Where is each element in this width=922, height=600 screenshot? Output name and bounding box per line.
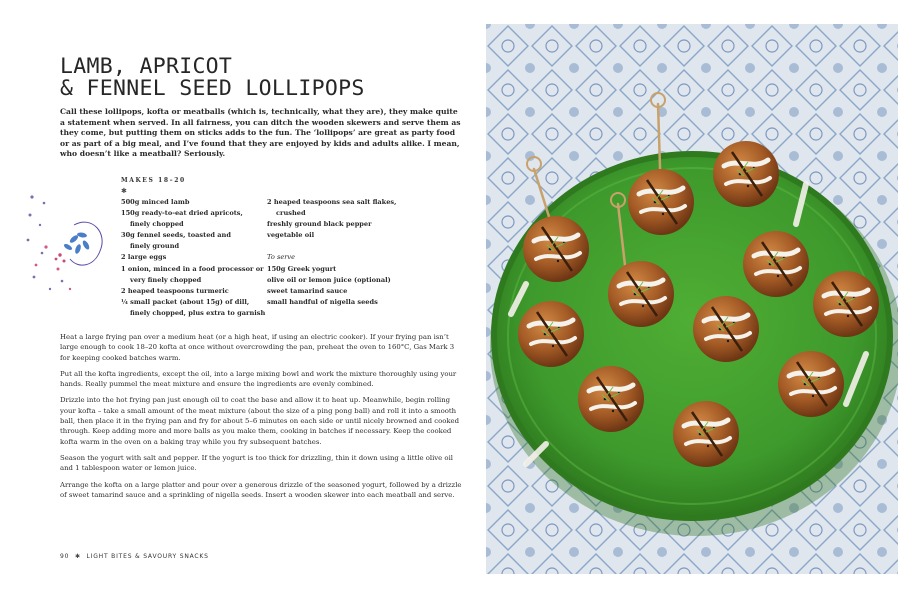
recipe-title bbox=[60, 56, 460, 100]
ingredients-list-primary bbox=[121, 197, 271, 319]
flower-illustration-icon bbox=[22, 185, 112, 300]
ingredient-line: very finely chopped bbox=[130, 275, 202, 284]
serve-item: sweet tamarind sauce bbox=[267, 286, 348, 295]
star-separator-icon: ✱ bbox=[74, 553, 81, 560]
method-paragraph: Arrange the kofta on a large platter and pour over a generous drizzle of the seasoned yogurt, followed by a drizzle of sweet tamarind sauce and a sprinkling of nigella seeds. Insert a wooden skewer into each meatball and serve. bbox=[60, 480, 462, 499]
serve-heading: To serve bbox=[267, 253, 296, 262]
recipe-photo bbox=[486, 24, 898, 574]
ingredient-spacer bbox=[267, 241, 457, 252]
ingredient-line: 30g fennel seeds, toasted and bbox=[121, 231, 231, 240]
section-name: LIGHT BITES & SAVOURY SNACKS bbox=[86, 553, 209, 560]
ingredient-line: finely chopped bbox=[130, 220, 184, 229]
ingredient-line: 1 onion, minced in a food processor or bbox=[121, 264, 264, 273]
method-steps bbox=[60, 332, 465, 506]
ingredients-list-secondary bbox=[267, 197, 457, 308]
serve-item: 150g Greek yogurt bbox=[267, 264, 337, 273]
serve-item: olive oil or lemon juice (optional) bbox=[267, 275, 391, 284]
method-paragraph: Season the yogurt with salt and pepper. If the yogurt is too thick for drizzling, thin it down using a little olive oil and 1 tablespoon water or lemon juice. bbox=[60, 453, 453, 473]
ingredient-line: freshly ground black pepper bbox=[267, 220, 372, 229]
ingredient-line: 2 heaped teaspoons sea salt flakes, bbox=[267, 198, 397, 206]
ingredient-line: 2 heaped teaspoons turmeric bbox=[121, 286, 229, 295]
page-footer bbox=[60, 553, 209, 560]
method-paragraph: Heat a large frying pan over a medium heat (or a high heat, if using an electric cooker). If your frying pan isn’t large enough to cook 18–20 kofta at once without overcrowding the pan, preheat the oven to 160°C, Gas Mark 3 for keeping cooked batches warm. bbox=[60, 333, 455, 362]
recipe-title-line-1: LAMB, APRICOT bbox=[60, 54, 233, 79]
ingredient-line: crushed bbox=[276, 209, 306, 218]
servings-label: MAKES 18–20 bbox=[121, 177, 186, 184]
ingredient-line: finely chopped, plus extra to garnish bbox=[130, 308, 266, 317]
recipe-intro: Call these lollipops, kofta or meatballs (which is, technically, what they are), they make quite a statement when served. In all fairness, you can ditch the wooden skewers and serve them as they come, but putting them on sticks adds to the fun. The ‘lollipops’ are great as party food or as part of a big meal, and I’ve found that they are enjoyed by kids and adults alike. I mean, who doesn’t like a meatball? Seriously. bbox=[60, 107, 461, 159]
method-paragraph: Drizzle into the hot frying pan just enough oil to coat the base and allow it to heat up. Meanwhile, begin rolling your kofta – take a small amount of the meat mixture (about the size of a ping pong ball) and roll it into a smooth ball, then place it in the frying pan and fry for about 5–6 minutes on each side or until nicely browned and cooked through. Keep adding more and more balls as you make them, cooking in batches if necessary. Keep the cooked kofta warm in the oven on a baking tray while you fry subsequent batches. bbox=[60, 396, 460, 446]
ingredient-line: 2 large eggs bbox=[121, 253, 167, 262]
recipe-title-line-2: & FENNEL SEED LOLLIPOPS bbox=[60, 76, 365, 101]
serve-item: small handful of nigella seeds bbox=[267, 297, 378, 306]
method-paragraph: Put all the kofta ingredients, except the oil, into a large mixing bowl and work the mixture thoroughly using your hands. Really pummel the meat mixture and ensure the ingredients are evenly combined. bbox=[60, 369, 457, 389]
ingredient-line: finely ground bbox=[130, 242, 180, 251]
bullet-icon: ✱ bbox=[121, 187, 127, 195]
ingredient-line: 500g minced lamb bbox=[121, 198, 190, 206]
page-number: 90 bbox=[60, 553, 70, 560]
ingredient-line: 150g ready-to-eat dried apricots, bbox=[121, 209, 243, 218]
ingredient-line: vegetable oil bbox=[267, 231, 315, 240]
ingredient-line: ¼ small packet (about 15g) of dill, bbox=[121, 297, 250, 306]
meatball-platter-image bbox=[486, 24, 898, 574]
